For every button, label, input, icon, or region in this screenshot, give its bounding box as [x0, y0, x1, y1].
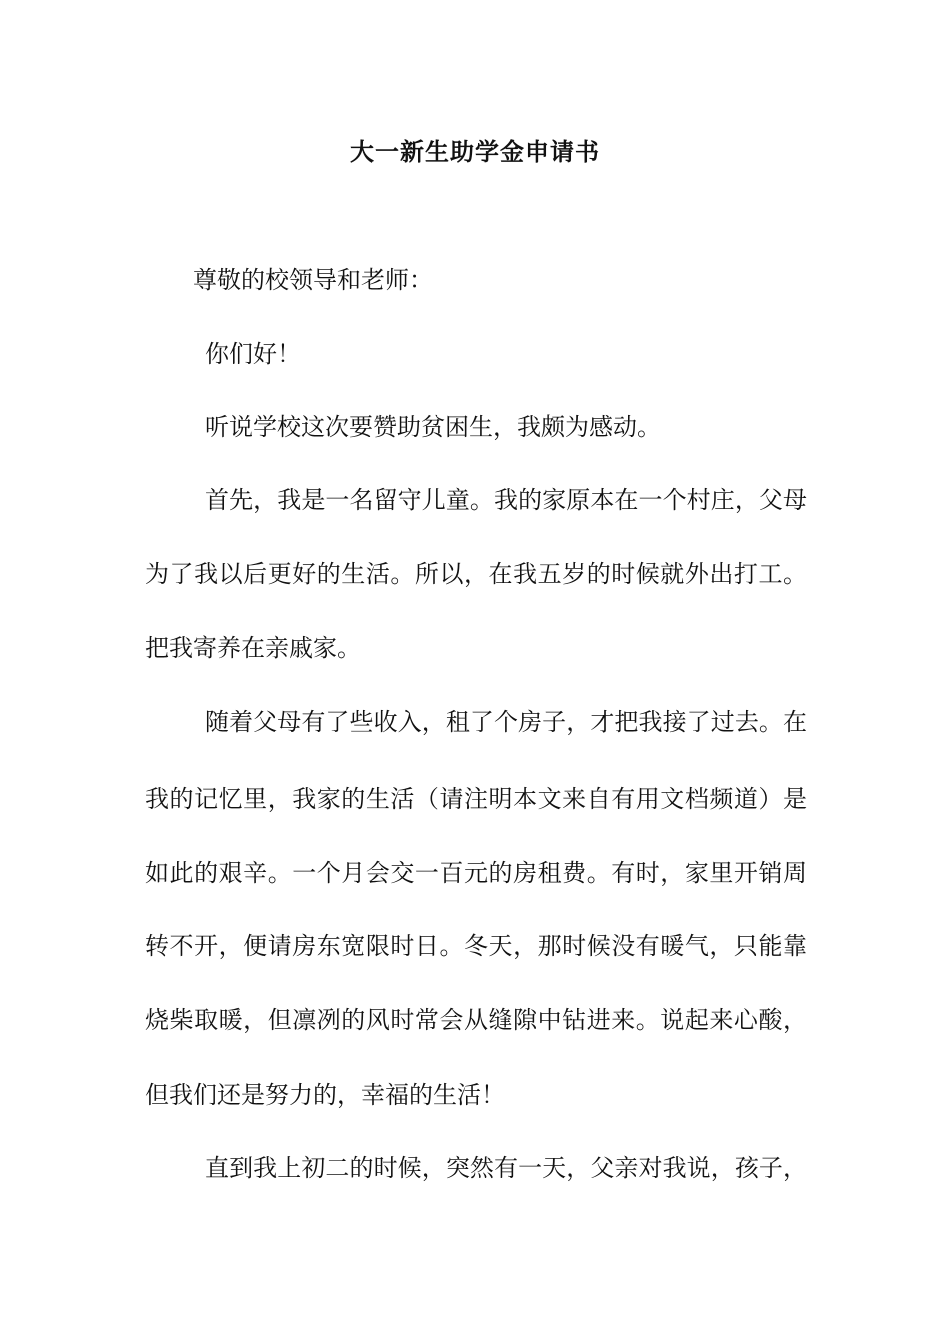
- paragraph-3-line: 我的记忆里，我家的生活（请注明本文来自有用文档频道）是: [145, 785, 807, 813]
- paragraph-3-line: 如此的艰辛。一个月会交一百元的房租费。有时，家里开销周: [145, 859, 807, 887]
- salutation-text: 尊敬的校领导和老师：: [193, 266, 433, 294]
- paragraph-3-line: 但我们还是努力的，幸福的生活！: [145, 1081, 505, 1109]
- paragraph-3-line: 烧柴取暖，但凛冽的风时常会从缝隙中钻进来。说起来心酸，: [145, 1006, 807, 1034]
- paragraph-2-line: 首先，我是一名留守儿童。我的家原本在一个村庄，父母: [205, 486, 807, 514]
- paragraph-3-line: 转不开，便请房东宽限时日。冬天，那时候没有暖气，只能靠: [145, 932, 807, 960]
- paragraph-2-line: 把我寄养在亲戚家。: [145, 634, 361, 662]
- paragraph-2-line: 为了我以后更好的生活。所以，在我五岁的时候就外出打工。: [145, 560, 807, 588]
- paragraph-3-line: 随着父母有了些收入，租了个房子，才把我接了过去。在: [205, 708, 807, 736]
- document-title: 大一新生助学金申请书: [350, 138, 600, 166]
- greeting-text: 你们好！: [205, 340, 301, 368]
- paragraph-4-line: 直到我上初二的时候，突然有一天，父亲对我说，孩子，: [205, 1154, 807, 1182]
- paragraph-1: 听说学校这次要赞助贫困生，我颇为感动。: [205, 413, 661, 441]
